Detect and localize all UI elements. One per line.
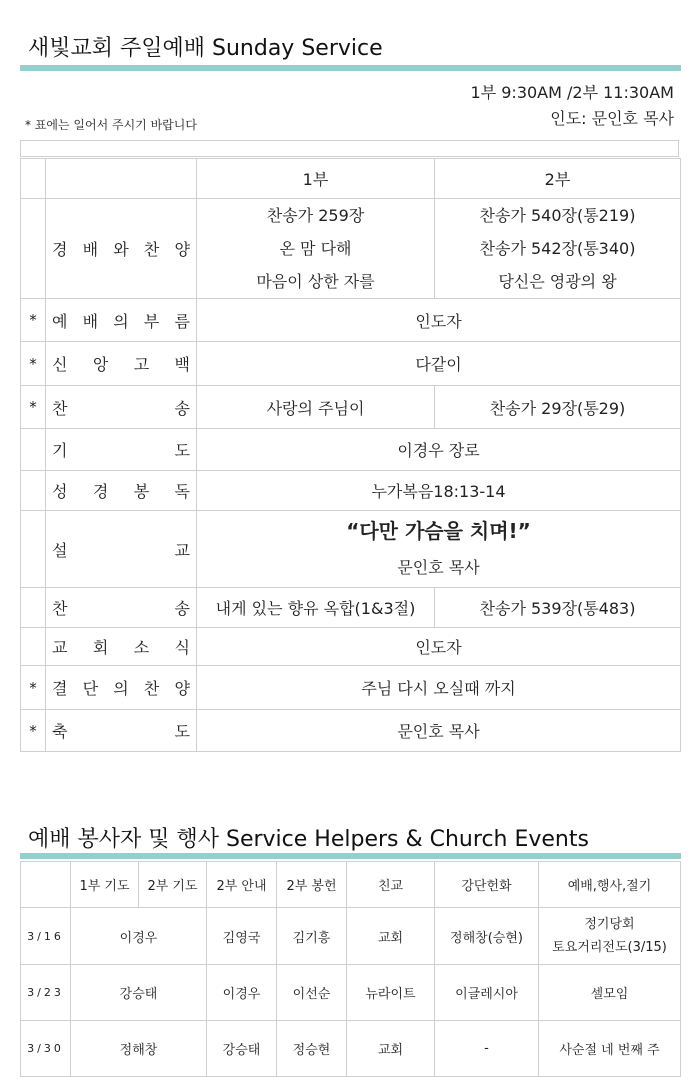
event-line: 정기당회 [584, 917, 635, 932]
label-char: 경 [92, 482, 109, 501]
table-row [21, 908, 681, 965]
item-label-text [52, 719, 190, 742]
star-cell: * [21, 710, 46, 752]
item-label-text [52, 635, 190, 658]
label-char: 예 [52, 311, 68, 331]
label-char: 고 [133, 355, 150, 374]
item-value: 다같이 [197, 342, 681, 386]
label-char: 의 [113, 311, 129, 331]
label-cell [46, 159, 197, 199]
star-cell: * [21, 666, 46, 710]
label-char: 름 [174, 311, 190, 331]
praise-second-3: 당신은 영광의 왕 [498, 272, 617, 291]
date-cell: 3/30 [21, 1021, 71, 1077]
service-times: 1부 9:30AM /2부 11:30AM [470, 83, 674, 102]
label-char: 찬 [52, 398, 68, 418]
label-char: 독 [174, 482, 190, 501]
table-row [21, 628, 681, 666]
service-leader: 인도: 문인호 목사 [550, 109, 674, 128]
item-value: 인도자 [197, 628, 681, 666]
item-value-second: 찬송가 539장(통483) [435, 588, 681, 628]
item-label [46, 666, 197, 710]
label-char: 송 [174, 599, 190, 618]
label-char: 신 [52, 355, 68, 374]
helpers-title: 예배 봉사자 및 행사 Service Helpers & Church Events [28, 827, 589, 852]
label-char: 축 [52, 722, 68, 741]
table-row [21, 1021, 681, 1077]
item-label [46, 628, 197, 666]
spacer-row [20, 140, 679, 157]
table-row [21, 965, 681, 1021]
label-char: 도 [174, 722, 190, 741]
item-label [46, 299, 197, 342]
label-char: 결 [52, 679, 68, 698]
item-label-text [52, 237, 190, 260]
item-value-first: 내게 있는 향유 옥합(1&3절) [197, 588, 435, 628]
label-char: 식 [174, 638, 190, 657]
label-char: 와 [113, 240, 129, 259]
table-row [21, 159, 681, 199]
item-label [46, 471, 197, 511]
sermon-cell [197, 511, 681, 588]
praise-second-2: 찬송가 542장(통340) [479, 239, 636, 258]
praise-first [197, 199, 435, 299]
star-cell [21, 628, 46, 666]
star-cell: * [21, 342, 46, 386]
header-cell: 2부 봉헌 [277, 862, 347, 908]
table-row [21, 299, 681, 342]
item-label-text [52, 596, 190, 619]
header-cell: 예배,행사,절기 [539, 862, 681, 908]
table-row [21, 471, 681, 511]
star-cell [21, 588, 46, 628]
item-label-text [52, 676, 190, 699]
helpers-divider [20, 853, 681, 859]
standing-note: * 표에는 일어서 주시기 바랍니다 [25, 118, 197, 132]
item-value: 누가복음18:13-14 [197, 471, 681, 511]
table-row [21, 588, 681, 628]
flowers-cell: - [435, 1021, 539, 1077]
star-cell [21, 471, 46, 511]
star-cell [21, 199, 46, 299]
events-cell: 셀모임 [539, 965, 681, 1021]
item-value: 인도자 [197, 299, 681, 342]
offering-cell: 김기흥 [277, 908, 347, 965]
prayer-cell: 강승태 [71, 965, 207, 1021]
item-label-text [52, 309, 190, 332]
date-cell: 3/16 [21, 908, 71, 965]
star-cell: * [21, 386, 46, 429]
label-char: 배 [82, 311, 99, 331]
table-row [21, 862, 681, 908]
sermon-title: “다만 가슴을 치며!” [346, 519, 531, 543]
usher-cell: 이경우 [207, 965, 277, 1021]
item-label [46, 386, 197, 429]
item-value: 문인호 목사 [197, 710, 681, 752]
title-divider [20, 65, 681, 71]
item-value-first: 사랑의 주님이 [197, 386, 435, 429]
helpers-table [20, 861, 681, 1077]
header-date-cell [21, 862, 71, 908]
table-row [21, 429, 681, 471]
column-header-first: 1부 [197, 159, 435, 199]
order-of-service-table [20, 158, 681, 752]
header-cell: 1부 기도 [71, 862, 139, 908]
prayer-cell: 이경우 [71, 908, 207, 965]
item-label-text [52, 352, 190, 375]
header-cell: 2부 안내 [207, 862, 277, 908]
label-char: 양 [174, 679, 190, 698]
usher-cell: 강승태 [207, 1021, 277, 1077]
service-info [471, 80, 674, 132]
label-char: 찬 [52, 599, 68, 618]
table-row [21, 710, 681, 752]
label-char: 경 [52, 240, 68, 259]
label-char: 단 [82, 679, 99, 698]
label-char: 배 [82, 240, 99, 259]
item-label-text [52, 438, 190, 461]
label-char: 소 [133, 638, 150, 657]
label-char: 찬 [143, 679, 160, 698]
label-char: 찬 [143, 240, 160, 259]
label-char: 백 [174, 355, 190, 374]
table-row [21, 199, 681, 299]
offering-cell: 정승현 [277, 1021, 347, 1077]
header-cell: 2부 기도 [139, 862, 207, 908]
label-char: 성 [52, 482, 68, 501]
table-row [21, 342, 681, 386]
fellowship-cell: 교회 [347, 1021, 435, 1077]
events-cell [539, 908, 681, 965]
events-cell: 사순절 네 번째 주 [539, 1021, 681, 1077]
usher-cell: 김영국 [207, 908, 277, 965]
label-char: 봉 [133, 482, 150, 501]
star-cell [21, 429, 46, 471]
flowers-cell: 이글레시아 [435, 965, 539, 1021]
item-label-text [52, 538, 190, 561]
item-label [46, 511, 197, 588]
date-cell: 3/23 [21, 965, 71, 1021]
page-title: 새빛교회 주일예배 Sunday Service [28, 36, 383, 61]
item-label-text [52, 396, 190, 419]
label-char: 의 [113, 679, 129, 698]
sermon-preacher: 문인호 목사 [397, 558, 480, 577]
label-char: 부 [143, 311, 160, 331]
praise-first-2: 온 맘 다해 [279, 239, 352, 258]
item-label [46, 710, 197, 752]
label-char: 교 [52, 638, 68, 657]
label-char: 도 [174, 441, 190, 460]
offering-cell: 이선순 [277, 965, 347, 1021]
table-row [21, 511, 681, 588]
event-line: 토요거리전도(3/15) [552, 940, 667, 955]
star-cell [21, 511, 46, 588]
praise-first-1: 찬송가 259장 [266, 206, 365, 225]
prayer-cell: 정해창 [71, 1021, 207, 1077]
header-cell: 강단헌화 [435, 862, 539, 908]
label-char: 앙 [92, 355, 109, 374]
label-char: 설 [52, 540, 68, 560]
label-char: 양 [174, 240, 190, 259]
star-cell [21, 159, 46, 199]
column-header-second: 2부 [435, 159, 681, 199]
label-char: 교 [174, 540, 190, 560]
item-value: 주님 다시 오실때 까지 [197, 666, 681, 710]
item-label [46, 429, 197, 471]
item-label-text [52, 479, 190, 502]
flowers-cell: 정해창(승현) [435, 908, 539, 965]
item-value: 이경우 장로 [197, 429, 681, 471]
label-char: 송 [174, 398, 190, 418]
item-label [46, 342, 197, 386]
header-cell: 친교 [347, 862, 435, 908]
item-value-second: 찬송가 29장(통29) [435, 386, 681, 429]
fellowship-cell: 뉴라이트 [347, 965, 435, 1021]
star-cell: * [21, 299, 46, 342]
item-label [46, 588, 197, 628]
praise-first-3: 마음이 상한 자를 [256, 272, 375, 291]
item-label [46, 199, 197, 299]
praise-second-1: 찬송가 540장(통219) [479, 206, 636, 225]
praise-second [435, 199, 681, 299]
table-row [21, 386, 681, 429]
label-char: 기 [52, 441, 68, 460]
table-row [21, 666, 681, 710]
label-char: 회 [92, 638, 109, 657]
fellowship-cell: 교회 [347, 908, 435, 965]
